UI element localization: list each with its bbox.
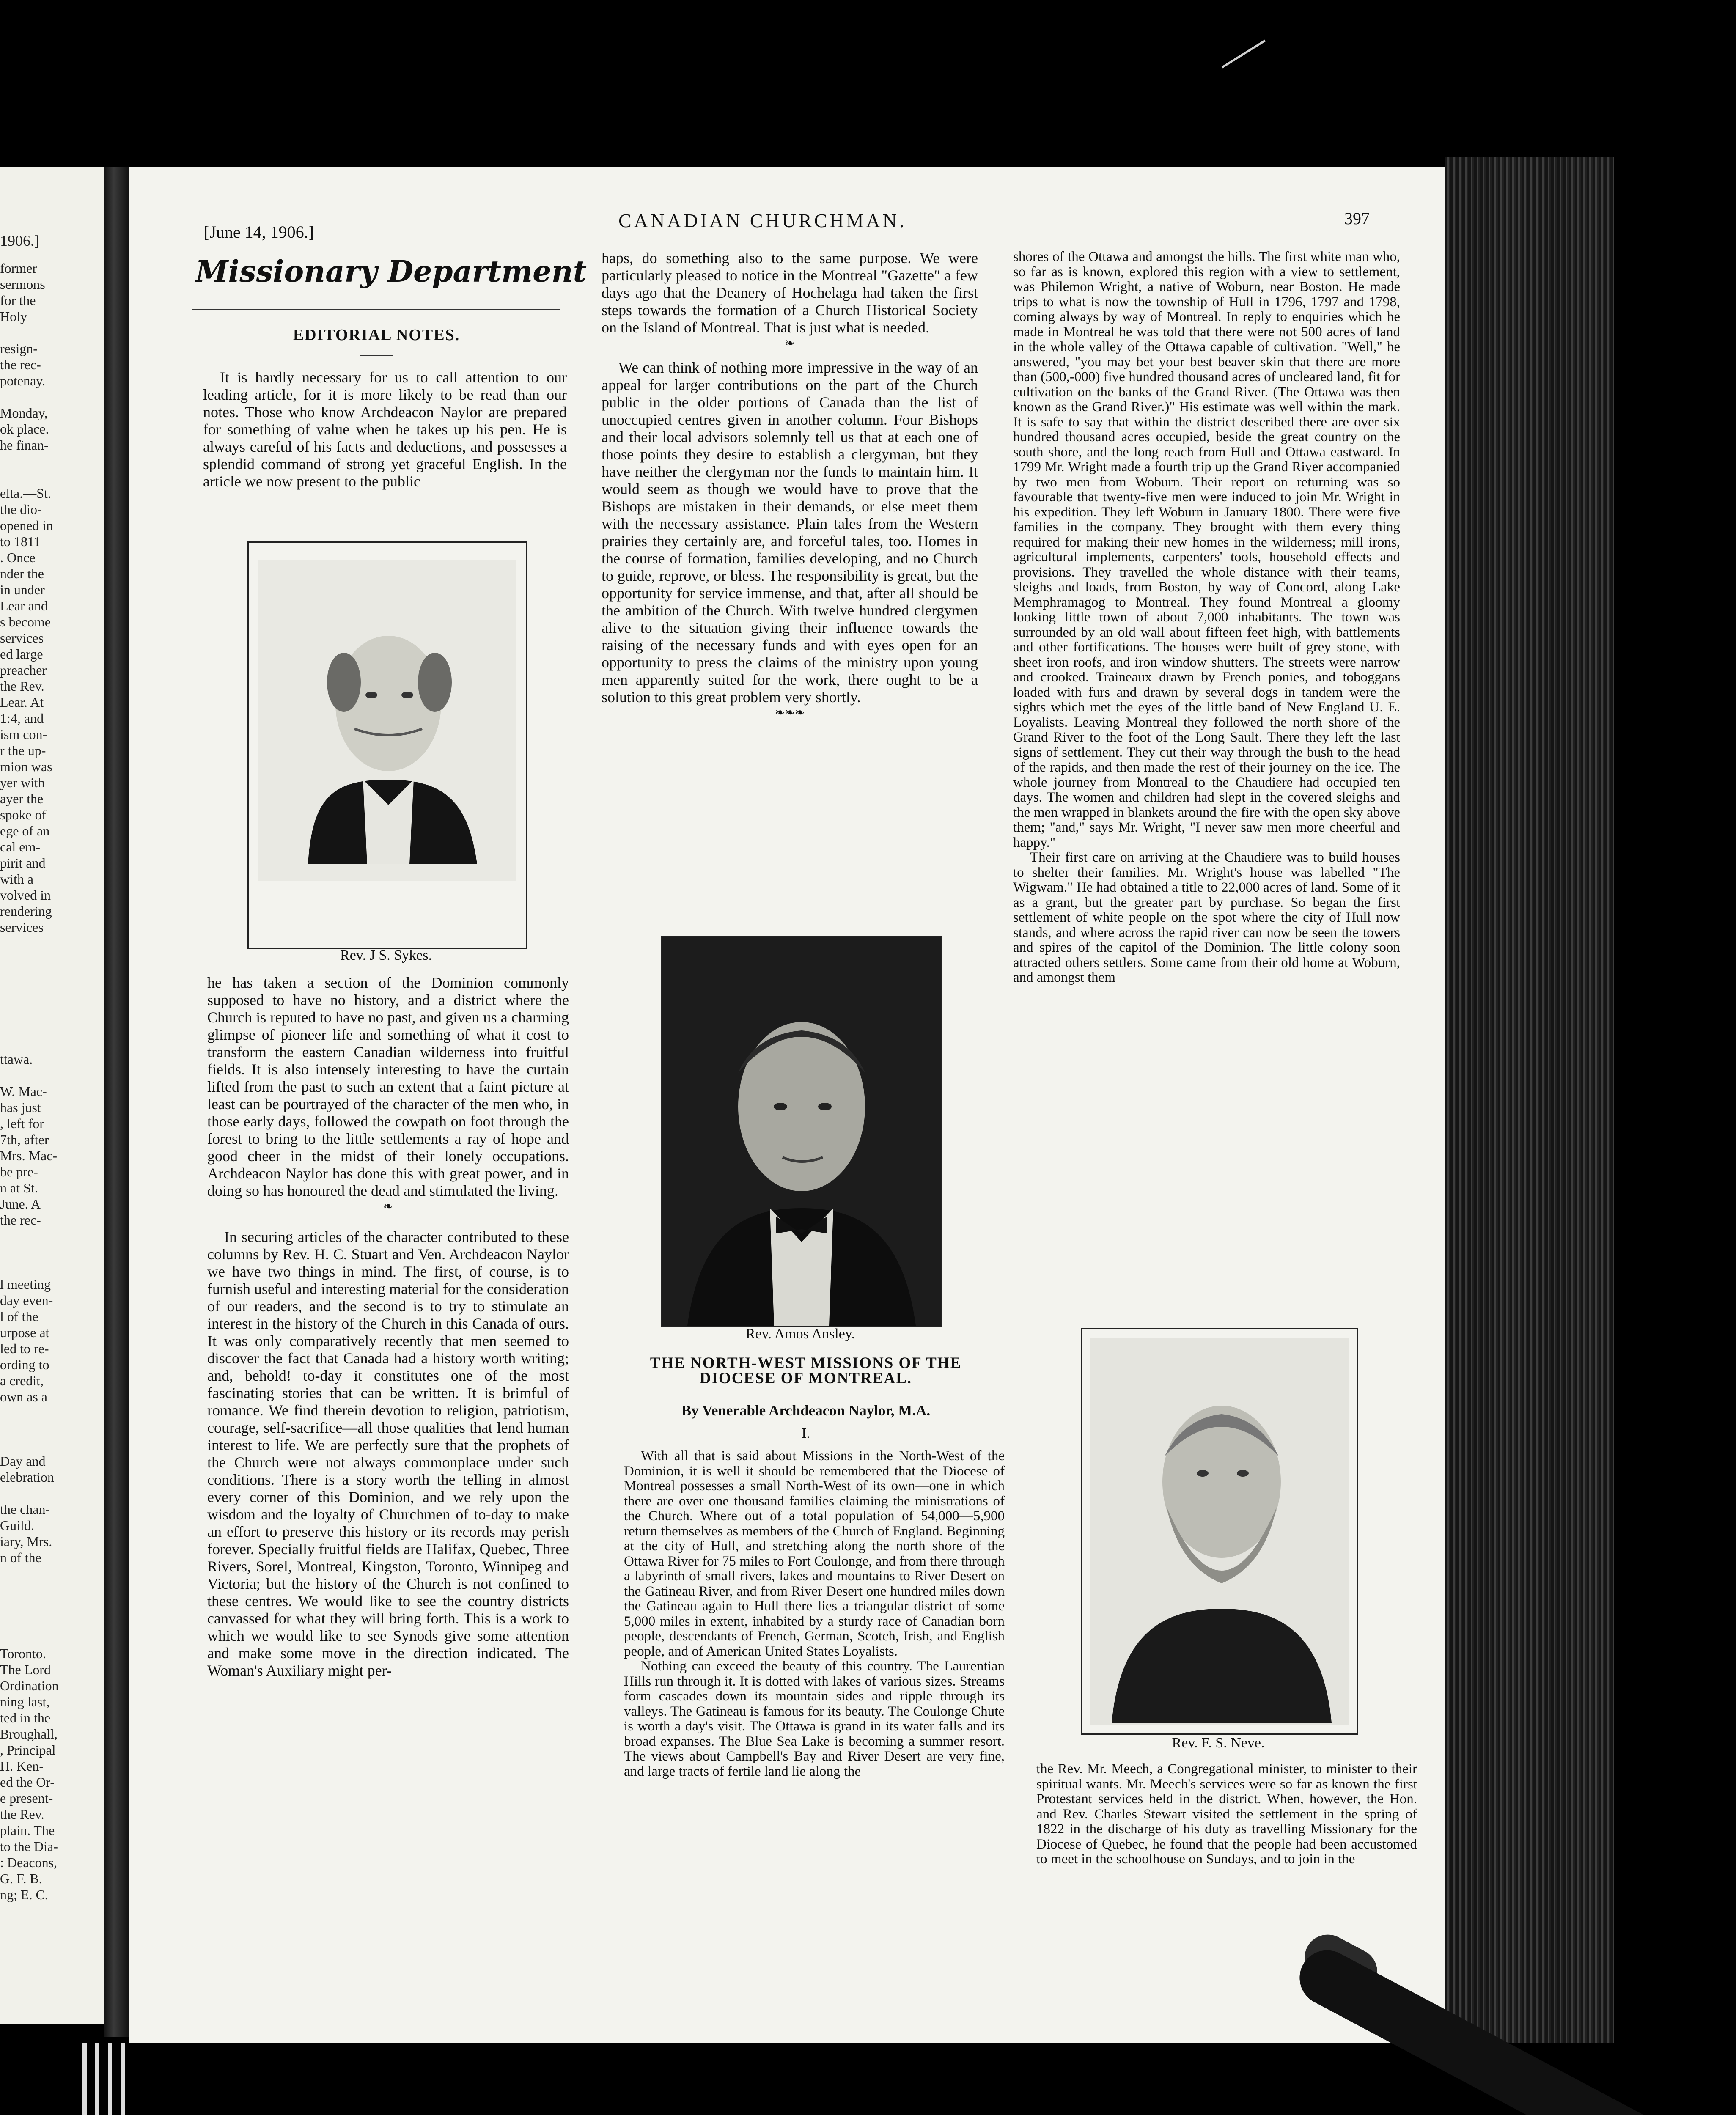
facing-page-line: Lear and: [0, 598, 48, 613]
page-number: 397: [1344, 209, 1370, 228]
facing-page-line: plain. The: [0, 1823, 55, 1838]
facing-page-line: Broughall,: [0, 1726, 58, 1741]
facing-page-line: for the: [0, 293, 36, 308]
article-section-number: I.: [802, 1426, 810, 1441]
facing-page-line: n at St.: [0, 1180, 38, 1195]
facing-page-line: day even-: [0, 1293, 53, 1308]
facing-page-line: a credit,: [0, 1373, 44, 1388]
facing-page-fragment: [0, 167, 104, 2024]
editorial-column-continued: [207, 974, 569, 1679]
facing-page-line: the rec-: [0, 1212, 41, 1228]
facing-page-line: W. Mac-: [0, 1084, 47, 1099]
facing-page-line: 1:4, and: [0, 711, 44, 726]
masthead-title: CANADIAN CHURCHMAN.: [618, 210, 907, 231]
editorial-column-2: [602, 250, 978, 720]
facing-page-line: 7th, after: [0, 1132, 49, 1147]
editorial-paragraph-3: In securing articles of the character contributed to these columns by Rev. H. C. Stuart and Ven. Archdeacon Naylor we have two things in mind. The first, of course, is to furnish useful and interesting material for the consideration of our readers, and the second is to try to stimulate an interest in the history of the Church in this Canada of ours. It was only comparatively recently that men seemed to discover the fact that Canada had a history worth writing; and, behold! to-day it constitutes one of the most fascinating stories that can be written. It is brimful of romance. We find therein devotion to religion, patriotism, courage, self-sacrifice—all those qualities that lend human interest to life. We are perfectly sure that the prophets of the Church were not always commonplace under such conditions. There is a story worth the telling in almost every corner of this Dominion, and we rely upon the wisdom and the loyalty of Churchmen of to-day to make an effort to preserve this history or its records may perish forever. Specially fruitful fields are Halifax, Quebec, Three Rivers, Sorel, Montreal, Kingston, Toronto, Winnipeg and Victoria; but the history of the Church is not confined to these centres. We would like to see the country districts canvassed for what they will bring forth. This is a work to which we would like to see Synods give some attention and make some move in the direction indicated. The Woman's Auxiliary might per-: [207, 1228, 569, 1679]
facing-page-line: has just: [0, 1100, 41, 1115]
facing-page-line: Guild.: [0, 1518, 34, 1533]
facing-page-line: the chan-: [0, 1502, 50, 1517]
facing-page-year: 1906.]: [0, 232, 39, 249]
facing-page-line: services: [0, 920, 44, 935]
caption-neve: Rev. F. S. Neve.: [1172, 1735, 1265, 1751]
facing-page-line: Lear. At: [0, 695, 44, 710]
article-byline: By Venerable Archdeacon Naylor, M.A.: [681, 1402, 931, 1419]
facing-page-line: ed the Or-: [0, 1774, 55, 1790]
facing-page-line: led to re-: [0, 1341, 49, 1356]
facing-page-line: the Rev.: [0, 678, 44, 694]
facing-page-line: iary, Mrs.: [0, 1534, 52, 1549]
portrait-ansley: [662, 937, 941, 1326]
facing-page-line: elebration: [0, 1470, 54, 1485]
facing-page-line: ok place.: [0, 421, 49, 437]
facing-page-line: to the Dia-: [0, 1839, 58, 1854]
facing-page-line: s become: [0, 614, 51, 629]
article-paragraph-2: Nothing can exceed the beauty of this country. The Laurentian Hills run through it. It is dotted with lakes of various sizes. Streams form cascades down its mountain sides and ripple through its valleys. The Gatineau is famous for its beauty. The Coulonge Chute is worth a day's visit. The Ottawa is grand in its water falls and its broad expanses. The Blue Sea Lake is becoming a summer resort. The views about Campbell's Bay and River Desert are very fine, and large tracts of fertile land lie along the: [624, 1659, 1005, 1779]
editorial-paragraph-5: We can think of nothing more impressive in the way of an appeal for larger contributions on the part of the Church public in the older portions of Canada than the list of unoccupied centres given in another column. Four Bishops and their local advisors solemnly tell us that at each one of those points they desire to establish a clergyman, but they have neither the clergyman nor the funds to maintain him. It would seem as though we would have to prove that the Bishops are mistaken in their demands, or else meet them with the necessary assistance. Plain tales from the Western prairies they certainly are, and forceful tales, too. Homes in the course of formation, families developing, and no Church to guide, reprove, or bless. The responsibility is great, but the opportunity for service immense, and that, after all should be the ambition of the Church. With twelve hundred clergymen alive to the situation giving their influence towards the raising of the necessary funds and with eyes open for an opportunity to press the claims of the ministry upon young men apparently suited for the work, there ought to be a solution to this great problem very shortly.: [602, 359, 978, 706]
book-gutter: [104, 167, 129, 2037]
article-column-3: [1013, 250, 1400, 986]
article-paragraph-5: the Rev. Mr. Meech, a Congregational minister, to minister to their spiritual wants. Mr. Meech's services were so far as known the first Protestant services held in the district. When, however, the Hon. and Rev. Charles Stewart visited the settlement in the spring of 1822 in the discharge of his duty as travelling Missionary for the Diocese of Quebec, he found that the people had been accustomed to meet in the schoolhouse on Sundays, and to join in the: [1036, 1761, 1417, 1867]
film-scratch: [1222, 40, 1266, 69]
article-column-3-bottom: [1036, 1762, 1417, 1867]
facing-page-line: Ordination: [0, 1678, 59, 1693]
portrait-sykes: [249, 543, 526, 948]
facing-page-line: rendering: [0, 904, 52, 919]
photo-frame-ansley: [661, 936, 942, 1327]
facing-page-line: preacher: [0, 662, 47, 678]
facing-page-line: ted in the: [0, 1710, 51, 1725]
article-paragraph-1: With all that is said about Missions in the North-West of the Dominion, it is well it should be remembered that the Diocese of Montreal possesses a small North-West of its own—one in which there are over one thousand families claiming the ministrations of the Church. Where out of a total population of 54,000—5,900 return themselves as members of the Church of England. Beginning at the city of Hull, and stretching along the north shore of the Ottawa River for 75 miles to Fort Coulonge, and from there through a labyrinth of small rivers, lakes and mountains to River Desert on the Gatineau River, and from River Desert one hundred miles down the Gatineau again to Hull there lies a triangular district of some 5,000 miles in extent, inhabited by a sturdy race of Canadian born people, descendants of French, German, Scotch, Irish, and English people, and of American United States Loyalists.: [624, 1448, 1005, 1659]
facing-page-line: with a: [0, 871, 34, 887]
facing-page-line: Toronto.: [0, 1646, 46, 1661]
issue-date: [June 14, 1906.]: [204, 222, 314, 242]
article-column-2: [624, 1449, 1005, 1779]
facing-page-line: ording to: [0, 1357, 49, 1372]
caption-sykes: Rev. J S. Sykes.: [340, 948, 432, 963]
facing-page-line: n of the: [0, 1550, 41, 1565]
facing-page-line: spoke of: [0, 807, 47, 822]
facing-page-line: ning last,: [0, 1694, 50, 1709]
facing-page-line: the dio-: [0, 502, 42, 517]
ornament-2: ❧: [785, 337, 795, 350]
facing-page-line: ege of an: [0, 823, 50, 838]
photo-frame-neve: [1081, 1328, 1358, 1735]
facing-page-line: mion was: [0, 759, 52, 774]
facing-page-line: l meeting: [0, 1277, 51, 1292]
facing-page-line: ng; E. C.: [0, 1887, 48, 1902]
portrait-neve: [1082, 1329, 1357, 1733]
facing-page-line: services: [0, 630, 44, 645]
facing-page-line: own as a: [0, 1389, 47, 1404]
caption-ansley: Rev. Amos Ansley.: [745, 1326, 855, 1342]
facing-page-line: urpose at: [0, 1325, 49, 1340]
facing-page-line: to 1811: [0, 534, 41, 549]
article-paragraph-4: Their first care on arriving at the Chaudiere was to build houses to shelter their families. Mr. Wright's house was labelled "The Wigwam." He had obtained a title to 22,000 acres of land. Some of it as a grant, but the greater part by purchase. So began the first settlement of white people on the spot where the city of Hull now stands, and where across the rapid river can now be seen the towers and spires of the capitol of the Dominion. The little colony soon attracted others settlers. Some came from their old home at Woburn, and amongst them: [1013, 850, 1400, 985]
facing-page-line: in under: [0, 582, 45, 597]
facing-page-line: the Rev.: [0, 1807, 44, 1822]
editorial-paragraph-2: he has taken a section of the Dominion commonly supposed to have no history, and a district where the Church is reputed to have no past, and given us a charming glimpse of pioneer life and something of what it cost to transform the eastern Canadian wilderness into fruitful fields. It is also intensely interesting to have the curtain lifted from the past to such an extent that a faint picture at least can be pourtrayed of the character of the men who, in those early days, followed the cowpath on foot through the forest to bring to the little settlements a ray of hope and good cheer in the midst of their lonely occupations. Archdeacon Naylor has done this with great power, and in doing so has honoured the dead and stimulated the living.: [207, 974, 569, 1199]
facing-page-line: nder the: [0, 566, 44, 581]
facing-page-line: opened in: [0, 518, 53, 533]
photo-frame-sykes: [247, 541, 527, 949]
facing-page-line: Mrs. Mac-: [0, 1148, 58, 1163]
film-marks: [82, 2043, 129, 2115]
section-title: Missionary Department: [195, 254, 587, 289]
facing-page-line: ism con-: [0, 727, 47, 742]
facing-page-line: e present-: [0, 1791, 53, 1806]
facing-page-line: potenay.: [0, 373, 46, 388]
facing-page-line: resign-: [0, 341, 38, 356]
facing-page-line: l of the: [0, 1309, 38, 1324]
heading-dash: [360, 355, 393, 356]
facing-page-line: June. A: [0, 1196, 41, 1211]
editorial-paragraph-1: It is hardly necessary for us to call attention to our leading article, for it is more likely to be read than our notes. Those who know Archdeacon Naylor are prepared for something of value when he takes up his pen. He is always careful of his facts and deductions, and possesses a splendid command of strong yet graceful English. In the article we now present to the public: [203, 369, 567, 490]
facing-page-line: G. F. B.: [0, 1871, 42, 1886]
facing-page-line: be pre-: [0, 1164, 38, 1179]
facing-page-line: ed large: [0, 646, 43, 662]
facing-page-line: pirit and: [0, 855, 46, 871]
facing-page-line: . Once: [0, 550, 36, 565]
ornament-1: ❧: [383, 1200, 393, 1213]
facing-page-line: r the up-: [0, 743, 46, 758]
facing-page-line: ttawa.: [0, 1052, 33, 1067]
facing-page-line: : Deacons,: [0, 1855, 58, 1870]
facing-page-line: yer with: [0, 775, 45, 790]
article-title: THE NORTH-WEST MISSIONS OF THE DIOCESE OF MONTREAL.: [650, 1354, 962, 1387]
facing-page-line: volved in: [0, 887, 51, 903]
section-rule: [192, 309, 560, 310]
facing-page-line: the rec-: [0, 357, 41, 372]
facing-page-line: Monday,: [0, 405, 48, 420]
facing-page-line: he finan-: [0, 437, 49, 453]
facing-page-line: sermons: [0, 277, 45, 292]
facing-page-line: former: [0, 261, 37, 276]
editorial-column-top: [203, 369, 567, 490]
editorial-heading: EDITORIAL NOTES.: [293, 326, 460, 344]
ornament-3: ❧❧❧: [775, 706, 805, 720]
page-edges: [1445, 157, 1614, 2052]
facing-page-line: cal em-: [0, 839, 41, 854]
facing-page-line: Holy: [0, 309, 27, 324]
facing-page-line: elta.—St.: [0, 486, 51, 501]
article-paragraph-3: shores of the Ottawa and amongst the hills. The first white man who, so far as is known, explored this region with a view to settlement, was Philemon Wright, a native of Woburn, near Boston. He made trips to what is now the township of Hull in 1796, 1797 and 1798, coming always by way of Montreal. In reply to enquiries which he made in Montreal he was told that there were not 500 acres of land in the whole valley of the Ottawa capable of cultivation. "Well," he answered, "you may bet your best beaver skin that there are more than (500,-000) five hundred thousand acres of uncleared land, fit for cultivation on the banks of the Grand River. (The Ottawa was then known as the Grand River.)" His estimate was well within the mark. It is safe to say that within the district described there are over six hundred thousand acres occupied, beside the great country on the south shore, and the long reach from Hull and Ottawa eastward. In 1799 Mr. Wright made a fourth trip up the Grand River accompanied by two men from Woburn. Their report on returning was so favourable that twenty-five men were induced to join Mr. Wright in his expedition. They left Woburn in January 1800. There were five families in the company. They brought with them every thing required for making their new homes in the wilderness; mill irons, agricultural implements, carpenters' tools, household effects and provisions. They travelled the whole distance with their teams, sleighs and loads, from Boston, by way of Concord, along Lake Memphramagog to Montreal. They found Montreal a gloomy looking little town of about 7,000 inhabitants. The town was surrounded by an old wall about fifteen feet high, with battlements and other fortifications. The houses were built of grey stone, with sheet iron roofs, and iron window shutters. The streets were narrow and crooked. Traineaux drawn by French ponies, and toboggans loaded with furs and drawn by several dogs in tandem were the sights which met the eyes of the little band of New England U. E. Loyalists. Leaving Montreal they followed the north shore of the Grand River to the foot of the Long Sault. There they left the last signs of settlement. They cut their way through the bush to the head of the rapids, and then made the rest of their journey on the ice. The whole journey from Montreal to the Chaudiere had occupied ten days. The women and children had slept in the covered sleighs and the men wrapped in blankets around the fire with the open sky above them; "and," says Mr. Wright, "I never saw men more cheerful and happy.": [1013, 249, 1400, 850]
facing-page-line: , Principal: [0, 1742, 56, 1758]
facing-page-line: , left for: [0, 1116, 44, 1131]
facing-page-line: The Lord: [0, 1662, 51, 1677]
facing-page-line: Day and: [0, 1453, 46, 1469]
facing-page-line: H. Ken-: [0, 1758, 44, 1774]
editorial-paragraph-4: haps, do something also to the same purpose. We were particularly pleased to notice in the Montreal "Gazette" a few days ago that the Deanery of Hochelaga had taken the first steps towards the formation of a Church Historical Society on the Island of Montreal. That is just what is needed.: [602, 250, 978, 336]
facing-page-line: ayer the: [0, 791, 44, 806]
